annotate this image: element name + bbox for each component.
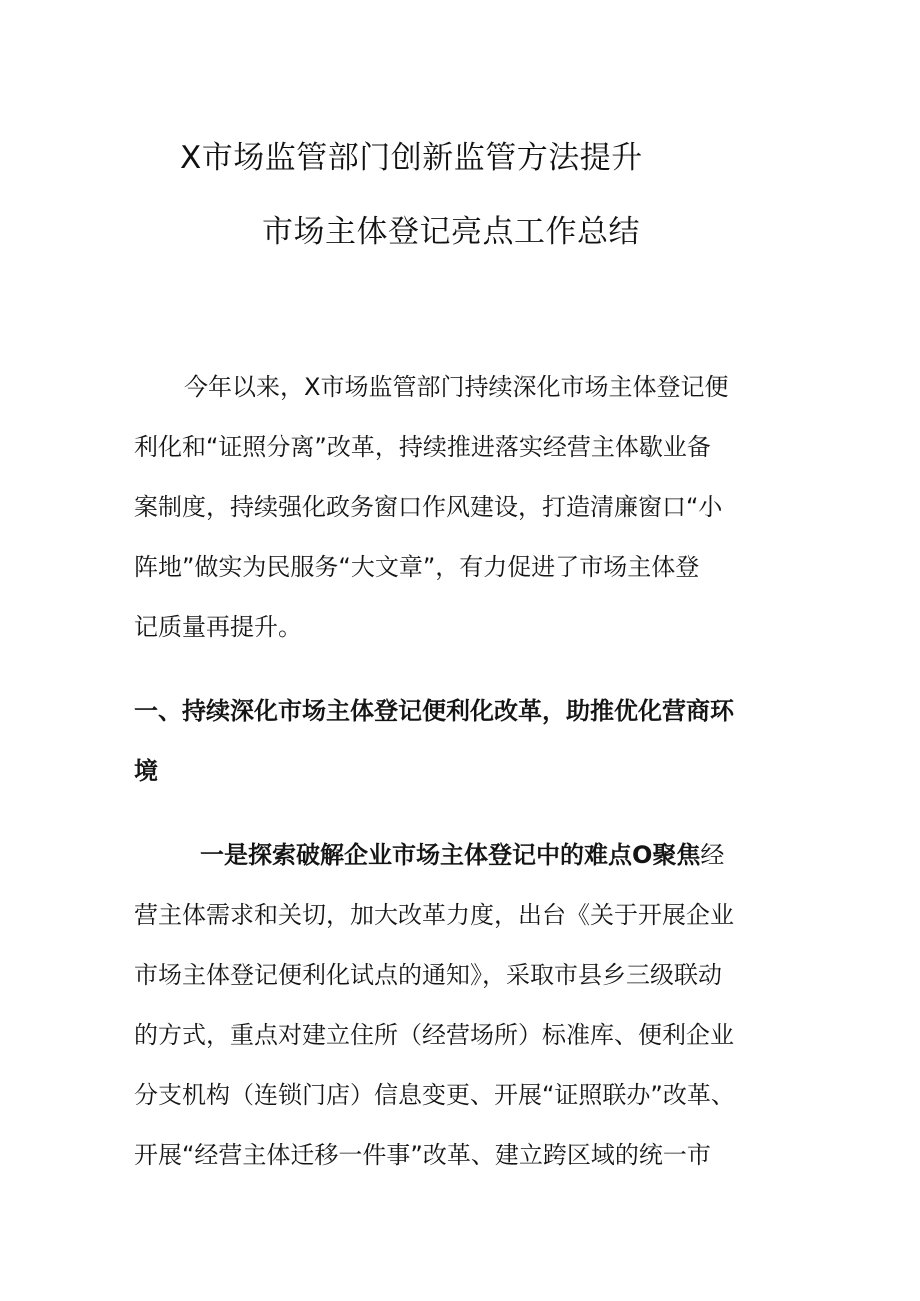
- paragraph-line: 市场主体登记便利化试点的通知》，采取市县乡三级联动: [134, 961, 722, 989]
- paragraph-lead-line: [200, 840, 724, 870]
- intro-paragraph-line: 利化和“证照分离”改革，持续推进落实经营主体歇业备: [134, 433, 711, 461]
- document-title-line-2: 市场主体登记亮点工作总结: [262, 214, 640, 250]
- intro-paragraph-line: 阵地”做实为民服务“大文章”，有力促进了市场主体登: [134, 553, 700, 581]
- paragraph-line: 的方式，重点对建立住所（经营场所）标准库、便利企业: [134, 1021, 734, 1049]
- intro-paragraph-line: 今年以来，X市场监管部门持续深化市场主体登记便: [184, 373, 729, 401]
- section-heading-line: 一、持续深化市场主体登记便利化改革，助推优化营商环: [134, 697, 734, 725]
- paragraph-line: 开展“经营主体迁移一件事”改革、建立跨区域的统一市: [134, 1141, 711, 1169]
- intro-paragraph-line: 案制度，持续强化政务窗口作风建设，打造清廉窗口“小: [134, 493, 723, 521]
- intro-paragraph-line: 记质量再提升。: [134, 613, 302, 641]
- paragraph-lead-bold: 一是探索破解企业市场主体登记中的难点O聚焦: [200, 841, 701, 869]
- paragraph-line: 分支机构（连锁门店）信息变更、开展“证照联办”改革、: [134, 1081, 735, 1109]
- section-heading-line: 境: [134, 757, 158, 785]
- paragraph-line: 营主体需求和关切，加大改革力度，出台《关于开展企业: [134, 901, 734, 929]
- document-title-line-1: X市场监管部门创新监管方法提升: [180, 140, 643, 176]
- paragraph-lead-tail: 经: [700, 841, 725, 869]
